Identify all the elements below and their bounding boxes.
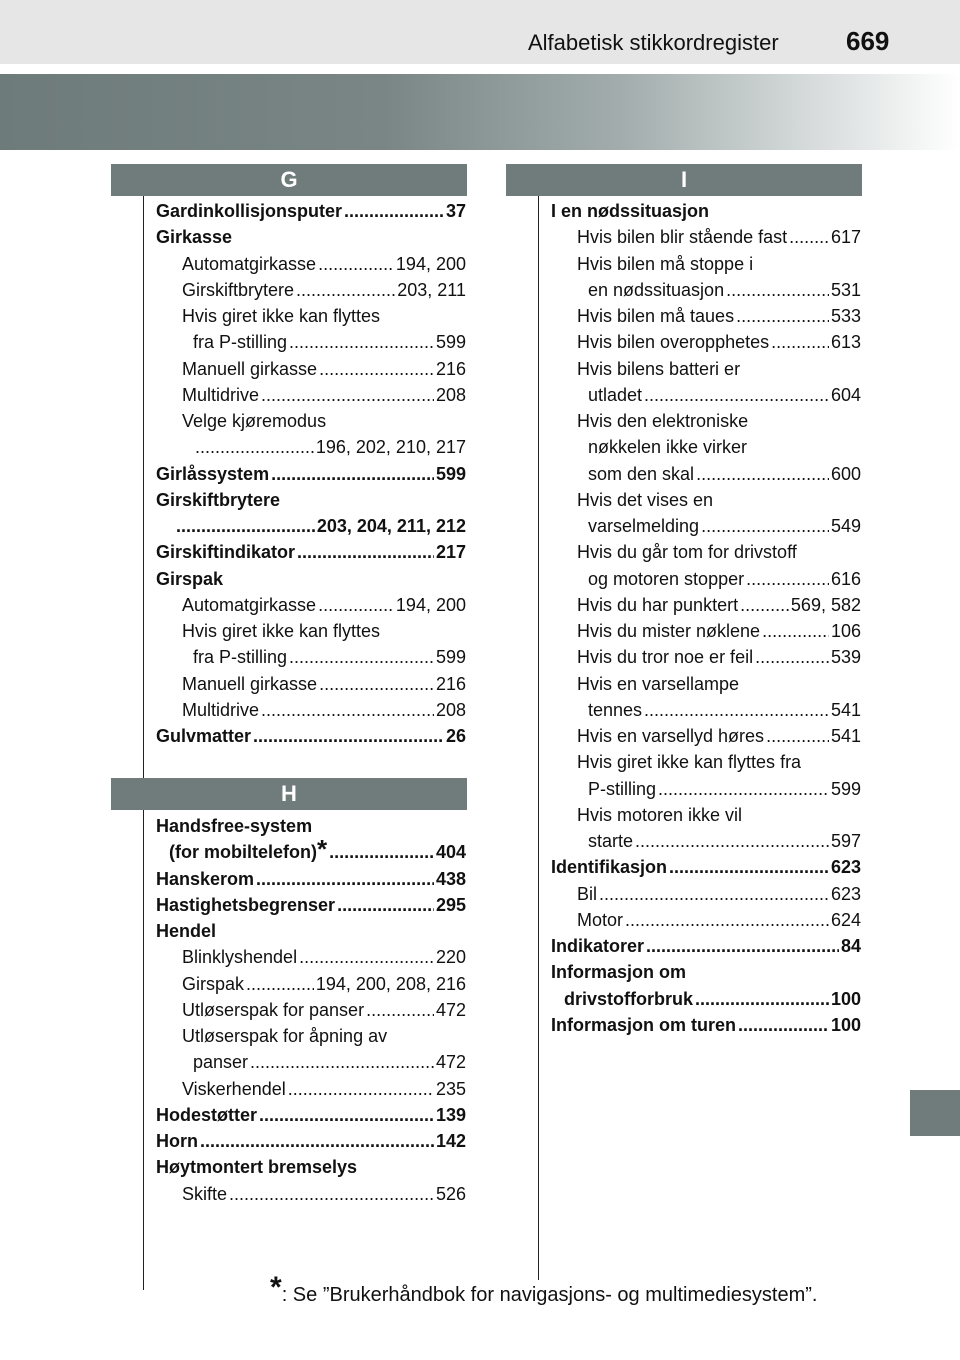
entry-term: Girspak [156,568,224,589]
dot-leader [289,644,434,670]
index-entry [551,618,861,644]
entry-term: panser [193,1052,249,1073]
index-entry [156,277,466,303]
index-entry [156,408,466,434]
entry-page-ref: 208 [435,699,466,720]
dot-leader [271,461,434,487]
index-entry [156,592,466,618]
entry-page-ref: 142 [435,1131,466,1151]
footnote-marker: * [270,1271,282,1304]
entry-term: Hvis bilen må taues [577,306,735,326]
index-entry [156,1049,466,1075]
index-entry [551,854,861,880]
index-entry [156,892,466,918]
index-entry [156,1128,466,1154]
index-entry [156,461,466,487]
entry-term: Gardinkollisjonsputer [156,201,343,221]
entry-page-ref: 194, 200 [395,594,466,615]
entry-page-ref: 623 [830,883,861,904]
index-entry [551,644,861,670]
dot-leader [289,329,434,355]
entry-term: P-stilling [588,778,657,799]
entry-term: Hvis en varsellyd høres [577,726,765,746]
entry-page-ref: 194, 200 [395,253,466,274]
index-entry [156,944,466,970]
entry-page-ref: 216 [435,358,466,379]
index-entry [156,697,466,723]
entry-term: Girlåssystem [156,463,270,484]
dot-leader [762,618,829,644]
entry-term: Informasjon om [551,962,687,983]
entry-term: starte [588,831,634,851]
index-entry [156,813,466,839]
entry-term: Hanskerom [156,868,255,889]
index-entry [551,749,861,775]
entry-page-ref: 106 [830,621,861,641]
entry-term: Velge kjøremodus [182,411,327,431]
index-entry [551,434,861,460]
index-entry [156,513,466,539]
entry-page-ref: 217 [435,542,466,563]
entry-page-ref: 26 [445,726,466,746]
entry-term: Handsfree-system [156,816,313,836]
entry-term: Gulvmatter [156,726,252,746]
entry-term: Motor [577,909,624,930]
entry-page-ref: 472 [435,999,466,1020]
entry-term: Hvis giret ikke kan flyttes fra [577,752,802,773]
index-entry [551,959,861,985]
entry-page-ref: 37 [445,201,466,221]
index-entry [551,907,861,933]
entry-page-ref: 599 [830,778,861,799]
index-entry [156,329,466,355]
index-entry [551,723,861,749]
dot-leader [195,434,314,460]
dot-leader [200,1128,434,1154]
entry-term: nøkkelen ikke virker [588,437,748,458]
dot-leader [726,277,829,303]
entry-term: Blinklyshendel [182,947,298,968]
index-entry [156,434,466,460]
section-header-h: H [111,778,467,810]
dot-leader [625,907,829,933]
index-entry [551,329,861,355]
entry-term: I en nødssituasjon [551,201,710,221]
index-entry [551,881,861,907]
column-divider-rule [538,196,539,1280]
entry-term: Hvis bilen overopphetes [577,332,770,353]
entry-page-ref: 617 [830,227,861,248]
dot-leader [261,382,434,408]
entry-term: Multidrive [182,699,260,720]
entry-term: Girskiftbrytere [156,489,281,510]
index-entry [156,251,466,277]
entry-page-ref: 599 [435,332,466,353]
dot-leader [296,277,395,303]
dot-leader [344,198,444,224]
index-entry [156,866,466,892]
index-entry [156,539,466,565]
entry-term: Hvis den elektroniske [577,411,749,431]
entry-term: Hodestøtter [156,1104,258,1125]
index-entry [156,487,466,513]
entry-page-ref: 295 [435,894,466,915]
dot-leader [658,776,829,802]
entry-term: tennes [588,699,643,720]
page-header-title: Alfabetisk stikkordregister [528,30,779,55]
left-margin-rule [143,196,144,1290]
index-column-h [156,813,466,1207]
index-entry [156,644,466,670]
entry-term: utladet [588,384,643,405]
dot-leader [669,854,829,880]
entry-term: Hvis motoren ikke vil [577,804,743,825]
dot-leader [318,251,394,277]
index-entry [551,539,861,565]
entry-term: Hastighetsbegrenser [156,894,336,915]
dot-leader [771,329,829,355]
index-entry [551,382,861,408]
entry-term: Girskiftbrytere [182,279,295,300]
dot-leader [644,382,829,408]
entry-page-ref: 220 [435,947,466,968]
dot-leader [229,1181,434,1207]
entry-term: Hvis du har punktert [577,594,739,615]
index-entry [156,303,466,329]
entry-term: varselmelding [588,516,700,536]
index-entry: (for mobiltelefon) * ..... 404 [156,839,466,865]
entry-page-ref: 404 [435,842,466,863]
entry-term: drivstofforbruk [564,988,694,1009]
dot-leader [259,1102,434,1128]
entry-term: Skifte [182,1183,228,1204]
index-entry [551,198,861,224]
entry-term: Manuell girkasse [182,358,318,379]
index-entry [551,986,861,1012]
dot-leader [701,513,829,539]
entry-term: Utløserspak for panser [182,999,365,1020]
entry-term: Hvis bilen blir stående fast [577,227,788,248]
index-entry [156,1154,466,1180]
page-number: 669 [846,26,890,56]
entry-page-ref: 194, 200, 208, 216 [315,973,466,994]
index-column-i [551,198,861,1038]
entry-term: Manuell girkasse [182,673,318,694]
index-entry [156,1023,466,1049]
entry-term: Hvis giret ikke kan flyttes [182,621,381,641]
dot-leader [646,933,839,959]
entry-term: Viskerhendel [182,1078,286,1099]
entry-term: som den skal [588,463,695,484]
entry-page-ref: 539 [830,647,861,668]
entry-page-ref: 533 [830,306,861,326]
entry-page-ref: 600 [830,463,861,484]
entry-term: Hvis en varsellampe [577,673,740,694]
dot-leader [366,997,434,1023]
index-entry [156,971,466,997]
dot-leader [250,1049,434,1075]
index-entry [551,671,861,697]
index-entry [156,997,466,1023]
entry-term: fra P-stilling [193,332,288,353]
header-bar [0,0,960,64]
dot-leader [319,356,434,382]
dot-leader [297,539,434,565]
dot-leader [253,723,444,749]
entry-page-ref: 531 [830,279,861,300]
entry-page-ref: 569, 582 [790,594,861,615]
entry-page-ref: 208 [435,384,466,405]
dot-leader [635,828,829,854]
index-entry [551,513,861,539]
entry-term: Indikatorer [551,936,645,956]
index-entry [551,776,861,802]
entry-term: Hvis giret ikke kan flyttes [182,306,381,326]
index-entry [156,1102,466,1128]
entry-page-ref: 84 [840,936,861,956]
index-entry [156,566,466,592]
entry-page-ref: 139 [435,1104,466,1125]
dot-leader [329,839,434,865]
index-entry [156,618,466,644]
entry-term: Hvis det vises en [577,489,714,510]
dot-leader [261,697,434,723]
dot-leader [789,224,829,250]
index-entry [551,933,861,959]
entry-page-ref: 438 [435,868,466,889]
entry-page-ref: 541 [830,699,861,720]
index-entry [551,251,861,277]
entry-term: Hvis du tror noe er feil [577,647,754,668]
dot-leader [288,1076,434,1102]
entry-page-ref: 203, 211 [397,279,466,300]
index-entry [551,1012,861,1038]
index-entry [551,697,861,723]
dot-leader [644,697,829,723]
entry-page-ref: 216 [435,673,466,694]
index-entry [551,356,861,382]
index-entry [551,802,861,828]
dot-leader [246,971,314,997]
entry-term: Utløserspak for åpning av [182,1026,388,1046]
dot-leader [766,723,829,749]
index-entry [551,408,861,434]
entry-term: Hvis du mister nøklene [577,621,761,641]
entry-term: Girspak [182,973,245,994]
entry-page-ref: 196, 202, 210, 217 [315,437,466,458]
entry-page-ref: 604 [830,384,861,405]
index-entry [156,198,466,224]
index-entry [551,461,861,487]
dot-leader [299,944,434,970]
entry-term: Hvis du går tom for drivstoff [577,542,797,563]
index-entry [156,671,466,697]
index-entry [551,303,861,329]
entry-page-ref: 472 [435,1052,466,1073]
entry-page-ref: 624 [830,909,861,930]
entry-page-ref: 549 [830,516,861,536]
dot-leader [599,881,829,907]
entry-term: Girkasse [156,227,233,248]
entry-page-ref: 613 [830,332,861,353]
entry-term: fra P-stilling [193,647,288,668]
dot-leader [695,986,829,1012]
index-entry [551,277,861,303]
entry-term: en nødssituasjon [588,279,725,300]
index-entry [156,1181,466,1207]
entry-term: Automatgirkasse [182,253,317,274]
entry-term: Bil [577,883,598,904]
entry-page-ref: 100 [830,988,861,1009]
index-entry [156,224,466,250]
dot-leader [736,303,829,329]
index-entry [551,487,861,513]
entry-page-ref: 541 [830,726,861,746]
entry-term: Hvis bilens batteri er [577,358,741,379]
dot-leader [337,892,434,918]
entry-page-ref: 526 [435,1183,466,1204]
dot-leader [256,866,434,892]
entry-page-ref: 623 [830,857,861,878]
index-entry [551,566,861,592]
dot-leader [755,644,829,670]
dot-leader [746,566,829,592]
entry-term: og motoren stopper [588,568,745,589]
entry-page-ref: 235 [435,1078,466,1099]
section-header-i: I [506,164,862,196]
entry-term: Horn [156,1131,198,1151]
entry-page-ref: 100 [830,1014,861,1035]
dot-leader [738,1012,829,1038]
dot-leader [318,592,394,618]
index-entry [156,382,466,408]
index-column-g [156,198,466,749]
entry-term: Multidrive [182,384,260,405]
decorative-banner [0,74,960,150]
entry-term: Informasjon om turen [551,1014,737,1035]
index-entry [551,592,861,618]
dot-leader [319,671,434,697]
entry-term: Identifikasjon [551,857,668,878]
index-entry [156,1076,466,1102]
entry-page-ref: 203, 204, 211, 212 [316,516,466,536]
entry-term: Hvis bilen må stoppe i [577,253,754,274]
entry-page-ref: 616 [830,568,861,589]
entry-term: Girskiftindikator [156,542,296,563]
index-entry [156,356,466,382]
index-entry [551,224,861,250]
dot-leader [696,461,829,487]
dot-leader [740,592,789,618]
index-entry [551,828,861,854]
entry-term: Høytmontert bremselys [156,1157,358,1178]
footnote-text: : Se ”Brukerhåndbok for navigasjons- og multimediesystem”. [281,1284,818,1306]
index-entry [156,723,466,749]
entry-term: (for mobiltelefon) [169,842,317,863]
entry-page-ref: 599 [435,647,466,668]
entry-term: Automatgirkasse [182,594,317,615]
dot-leader [176,513,315,539]
footnote [270,1271,818,1307]
entry-page-ref: 599 [435,463,466,484]
section-header-g: G [111,164,467,196]
index-entry [156,918,466,944]
entry-term: Hendel [156,921,217,941]
entry-page-ref: 597 [830,831,861,851]
thumb-index-tab [910,1090,960,1136]
